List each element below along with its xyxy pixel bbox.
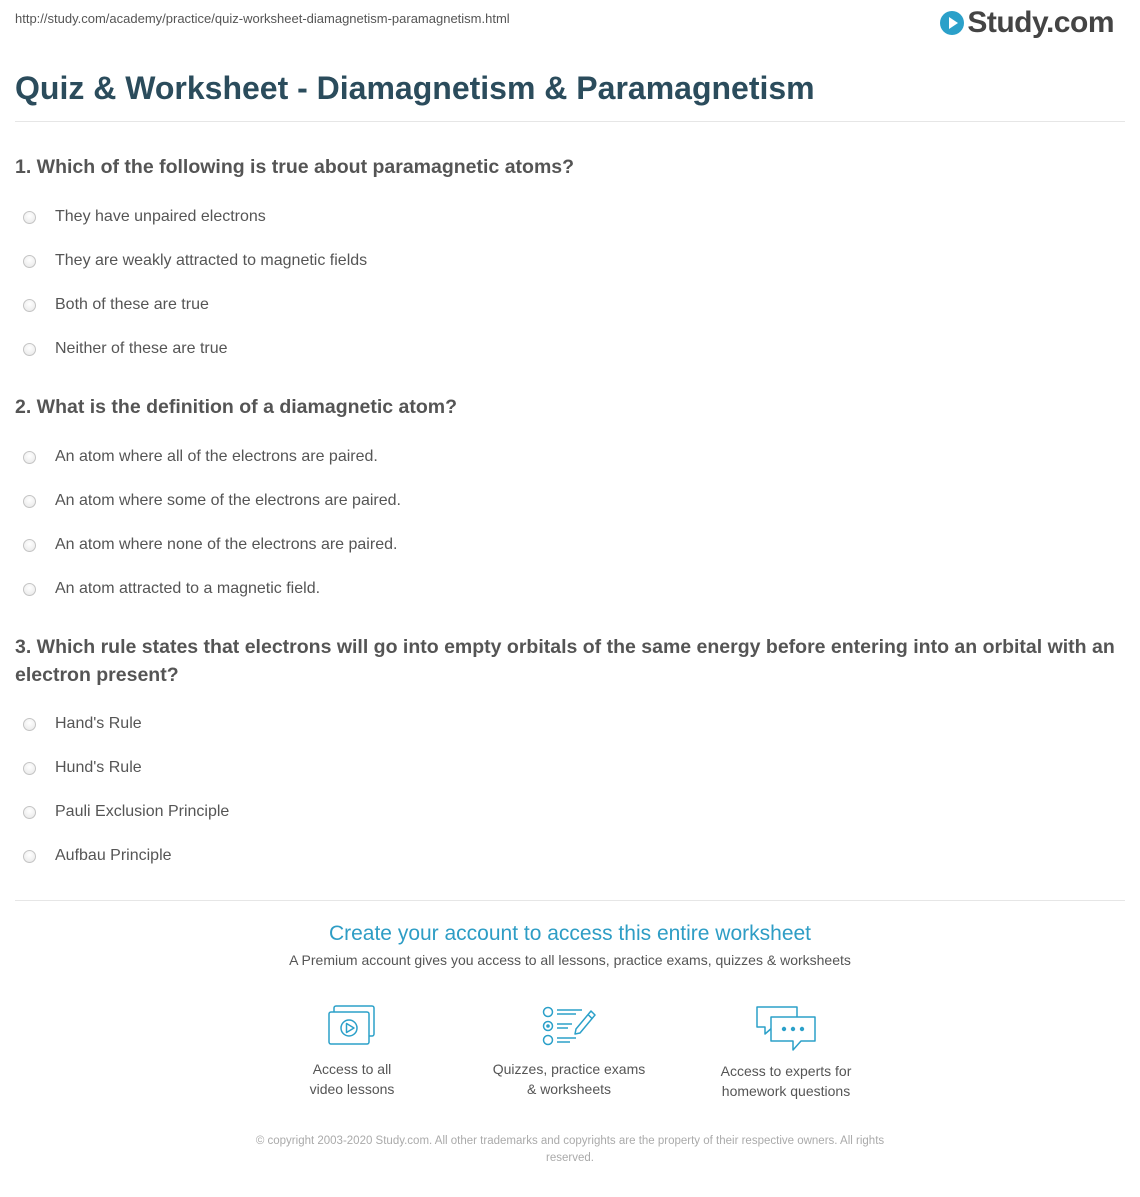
- radio-button[interactable]: [23, 255, 36, 268]
- feature-label: Access to all video lessons: [309, 1061, 395, 1097]
- option-label: Aufbau Principle: [55, 847, 172, 864]
- option-label: They are weakly attracted to magnetic fields: [55, 252, 368, 269]
- answer-option[interactable]: [15, 195, 1125, 239]
- radio-button[interactable]: [23, 762, 36, 775]
- answer-option[interactable]: [15, 746, 1125, 790]
- question-text: 3. Which rule states that electrons will go into empty orbitals of the same energy before entering into an orbital with an electron present?: [15, 636, 1115, 686]
- page-title: Quiz & Worksheet - Diamagnetism & Paramagnetism: [15, 70, 815, 106]
- answer-options: [15, 702, 1125, 878]
- option-label: Pauli Exclusion Principle: [55, 803, 230, 820]
- copyright-footer: © copyright 2003-2020 Study.com. All other trademarks and copyrights are the property of their respective owners. All rights reserved.: [255, 1135, 885, 1164]
- option-label: Hund's Rule: [55, 759, 142, 776]
- radio-button[interactable]: [23, 806, 36, 819]
- feature-video-lessons: [252, 1003, 452, 1099]
- option-label: Both of these are true: [55, 296, 209, 313]
- radio-button[interactable]: [23, 583, 36, 596]
- answer-options: [15, 195, 1125, 371]
- question-1: [15, 153, 1125, 371]
- feature-experts: [686, 1003, 886, 1101]
- answer-option[interactable]: [15, 283, 1125, 327]
- radio-button[interactable]: [23, 850, 36, 863]
- answer-option[interactable]: [15, 834, 1125, 878]
- answer-option[interactable]: [15, 239, 1125, 283]
- question-2: [15, 393, 1125, 611]
- logo-text: Study.com: [967, 6, 1114, 39]
- divider: [15, 900, 1125, 901]
- radio-button[interactable]: [23, 495, 36, 508]
- cta-subtitle: A Premium account gives you access to all lessons, practice exams, quizzes & worksheets: [289, 952, 851, 968]
- option-label: Neither of these are true: [55, 340, 228, 357]
- radio-button[interactable]: [23, 211, 36, 224]
- answer-option[interactable]: [15, 567, 1125, 611]
- study-logo[interactable]: [940, 6, 1114, 40]
- answer-option[interactable]: [15, 523, 1125, 567]
- option-label: An atom where some of the electrons are paired.: [55, 492, 401, 509]
- option-label: An atom where none of the electrons are paired.: [55, 536, 398, 553]
- radio-button[interactable]: [23, 451, 36, 464]
- play-logo-icon: [940, 11, 964, 35]
- answer-option[interactable]: [15, 435, 1125, 479]
- answer-option[interactable]: [15, 790, 1125, 834]
- divider: [15, 121, 1125, 122]
- answer-option[interactable]: [15, 702, 1125, 746]
- video-lessons-icon: [326, 1003, 378, 1049]
- question-3: [15, 633, 1125, 878]
- quiz-checklist-icon: [540, 1003, 598, 1049]
- radio-button[interactable]: [23, 718, 36, 731]
- answer-options: [15, 435, 1125, 611]
- option-label: An atom where all of the electrons are paired.: [55, 448, 378, 465]
- radio-button[interactable]: [23, 343, 36, 356]
- option-label: Hand's Rule: [55, 715, 142, 732]
- answer-option[interactable]: [15, 327, 1125, 371]
- signup-cta: [15, 922, 1125, 968]
- answer-option[interactable]: [15, 479, 1125, 523]
- page-url: http://study.com/academy/practice/quiz-worksheet-diamagnetism-paramagnetism.html: [15, 11, 510, 26]
- radio-button[interactable]: [23, 299, 36, 312]
- chat-bubbles-icon: [753, 1003, 819, 1055]
- feature-label: Quizzes, practice exams & worksheets: [492, 1061, 646, 1097]
- question-text: 1. Which of the following is true about paramagnetic atoms?: [15, 156, 575, 178]
- feature-quizzes: [469, 1003, 669, 1099]
- feature-label: Access to experts for homework questions: [720, 1063, 852, 1099]
- option-label: An atom attracted to a magnetic field.: [55, 580, 321, 597]
- option-label: They have unpaired electrons: [55, 208, 266, 225]
- question-text: 2. What is the definition of a diamagnetic atom?: [15, 396, 458, 418]
- radio-button[interactable]: [23, 539, 36, 552]
- cta-title-link[interactable]: Create your account to access this entire worksheet: [328, 922, 812, 945]
